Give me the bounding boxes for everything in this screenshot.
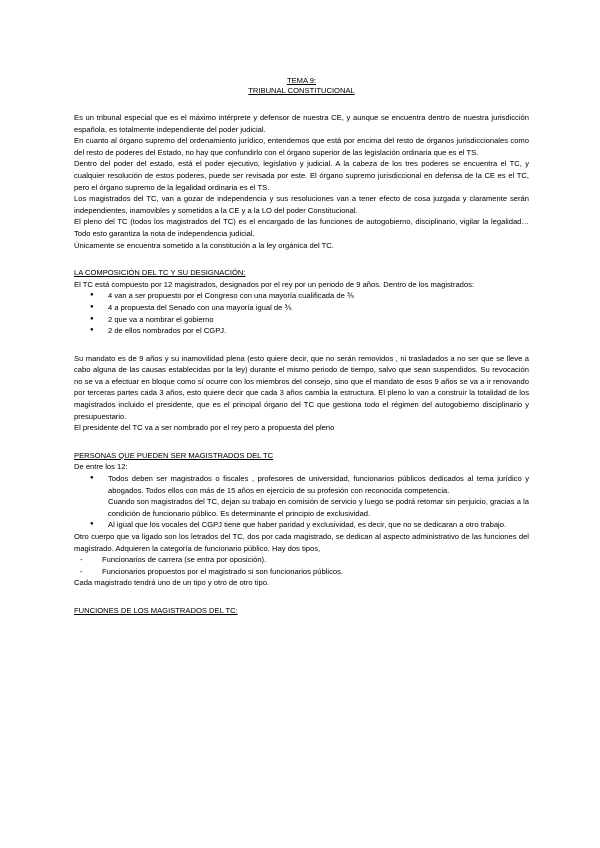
intro-paragraph: En cuanto al órgano supremo del ordenamiento jurídico, entendemos que está por encima del resto de órganos jurisdiccionales como del resto de poderes del Estado, no hay que confundirlo con el órgano superior de las legislación ordinaria que es el TS. <box>74 136 529 157</box>
tipos-list <box>74 554 529 577</box>
section-heading-composicion: LA COMPOSICIÓN DEL TC Y SU DESIGNACIÓN: <box>74 268 246 278</box>
tipos-paragraph: Cada magistrado tendrá uno de un tipo y otro de otro tipo. <box>74 578 270 588</box>
magistrados-list <box>74 290 529 336</box>
section-heading-funciones: FUNCIONES DE LOS MAGISTRADOS DEL TC: <box>74 605 238 615</box>
list-item: - Funcionarios propuestos por el magistrado si son funcionarios públicos. <box>74 566 529 578</box>
intro-paragraph: Únicamente se encuentra sometido a la constitución a la ley orgánica del TC. <box>74 240 334 250</box>
intro-paragraph: Los magistrados del TC, van a gozar de independencia y sus resoluciones van a tener efecto de cosa juzgada y claramente serán independientes, inamovibles y sometidos a la CE y a la LO del poder Constitucional. <box>74 194 529 215</box>
list-item: - Funcionarios de carrera (se entra por oposición). <box>74 554 529 566</box>
intro-paragraph: Es un tribunal especial que es el máximo intérprete y defensor de nuestra CE, y aunque se encuentra dentro de nuestra jurisdicción española, es totalmente independiente del poder judicial. <box>74 113 529 134</box>
intro-paragraph: El pleno del TC (todos los magistrados del TC) es el encargado de las funciones de autogobierno, disciplinario, vigilar la legalidad… Todo esto garantiza la nota de independencia judicial. <box>74 217 529 238</box>
list-item: ● 4 van a ser propuesto por el Congreso con una mayoría cualificada de ⅗ <box>74 290 529 302</box>
list-item-text: Todos deben ser magistrados o fiscales , profesores de universidad, funcionarios públicos dedicados al tema jurídico y abogados. Todos ellos con más de 15 años en ejercicio de su profesión con reconocida competencia. <box>108 474 529 495</box>
list-item-subtext: Cuando son magistrados del TC, dejan su trabajo en comisión de servicio y luego se podrá retomar sin perjuicio, gracias a la condición de funcionario público. Es determinante el principio de exclusividad. <box>108 497 529 518</box>
section-lead: El TC está compuesto por 12 magistrados, designados por el rey por un periodo de 9 años. Dentro de los magistrados: <box>74 279 475 289</box>
presidente-paragraph: El presidente del TC va a ser nombrado por el rey pero a propuesta del pleno <box>74 423 335 433</box>
tema-number: TEMA 9: <box>286 76 317 85</box>
title-block <box>74 76 529 96</box>
section-lead: De entre los 12: <box>74 462 128 472</box>
section-heading-personas: PERSONAS QUE PUEDEN SER MAGISTRADOS DEL TC <box>74 450 274 460</box>
intro-paragraph: Dentro del poder del estado, está el poder ejecutivo, legislativo y judicial. A la cabeza de los tres poderes se encuentra el TC, y cualquier resolución de estos poderes, puede ser revisada por este. El órgano supremo jurisdiccional en defensa de la CE es el TC, pero el órgano supremo de la legalidad ordinaria es el TS. <box>74 159 529 192</box>
list-item: ● 2 que va a nombrar el gobierno <box>74 314 529 326</box>
mandato-paragraph: Su mandato es de 9 años y su inamovilidad plena (esto quiere decir, que no serán removidos , ni trasladados a no ser que se lleve a cabo alguna de las causas establecidas por la ley) durante el mismo periodo de tiempo, salvo que sean suspendidos. Su revocación no se va a efectuar en bloque como sí ocurre con los miembros del consejo, sino que el mandato de esos 9 años se va a ir renovando por terceras partes cada 3 años, esto quiere decir que cada 3 años cambia la estructura. El pleno lo van a construir la totalidad de los magistrados incluido el presidente, que es el principal órgano del TC que gestiona todo el régimen del autogobierno disciplinario y presupuestario. <box>74 353 529 421</box>
letrados-paragraph: Otro cuerpo que va ligado son los letrados del TC, dos por cada magistrado, se dedican al aspecto administrativo de las funciones del magistrado. Adquieren la categoría de funcionario público. Hay dos tipos, <box>74 532 529 553</box>
page-title: TRIBUNAL CONSTITUCIONAL <box>248 86 355 95</box>
list-item <box>74 473 529 519</box>
list-item: ● 2 de ellos nombrados por el CGPJ. <box>74 325 529 337</box>
requisitos-list <box>74 473 529 531</box>
list-item: ● 4 a propuesta del Senado con una mayoría igual de ⅗ <box>74 302 529 314</box>
document-page <box>74 76 529 617</box>
list-item: ● Al igual que los vocales del CGPJ tiene que haber paridad y exclusividad, es decir, que no se dedicaran a otro trabajo. <box>74 519 529 531</box>
